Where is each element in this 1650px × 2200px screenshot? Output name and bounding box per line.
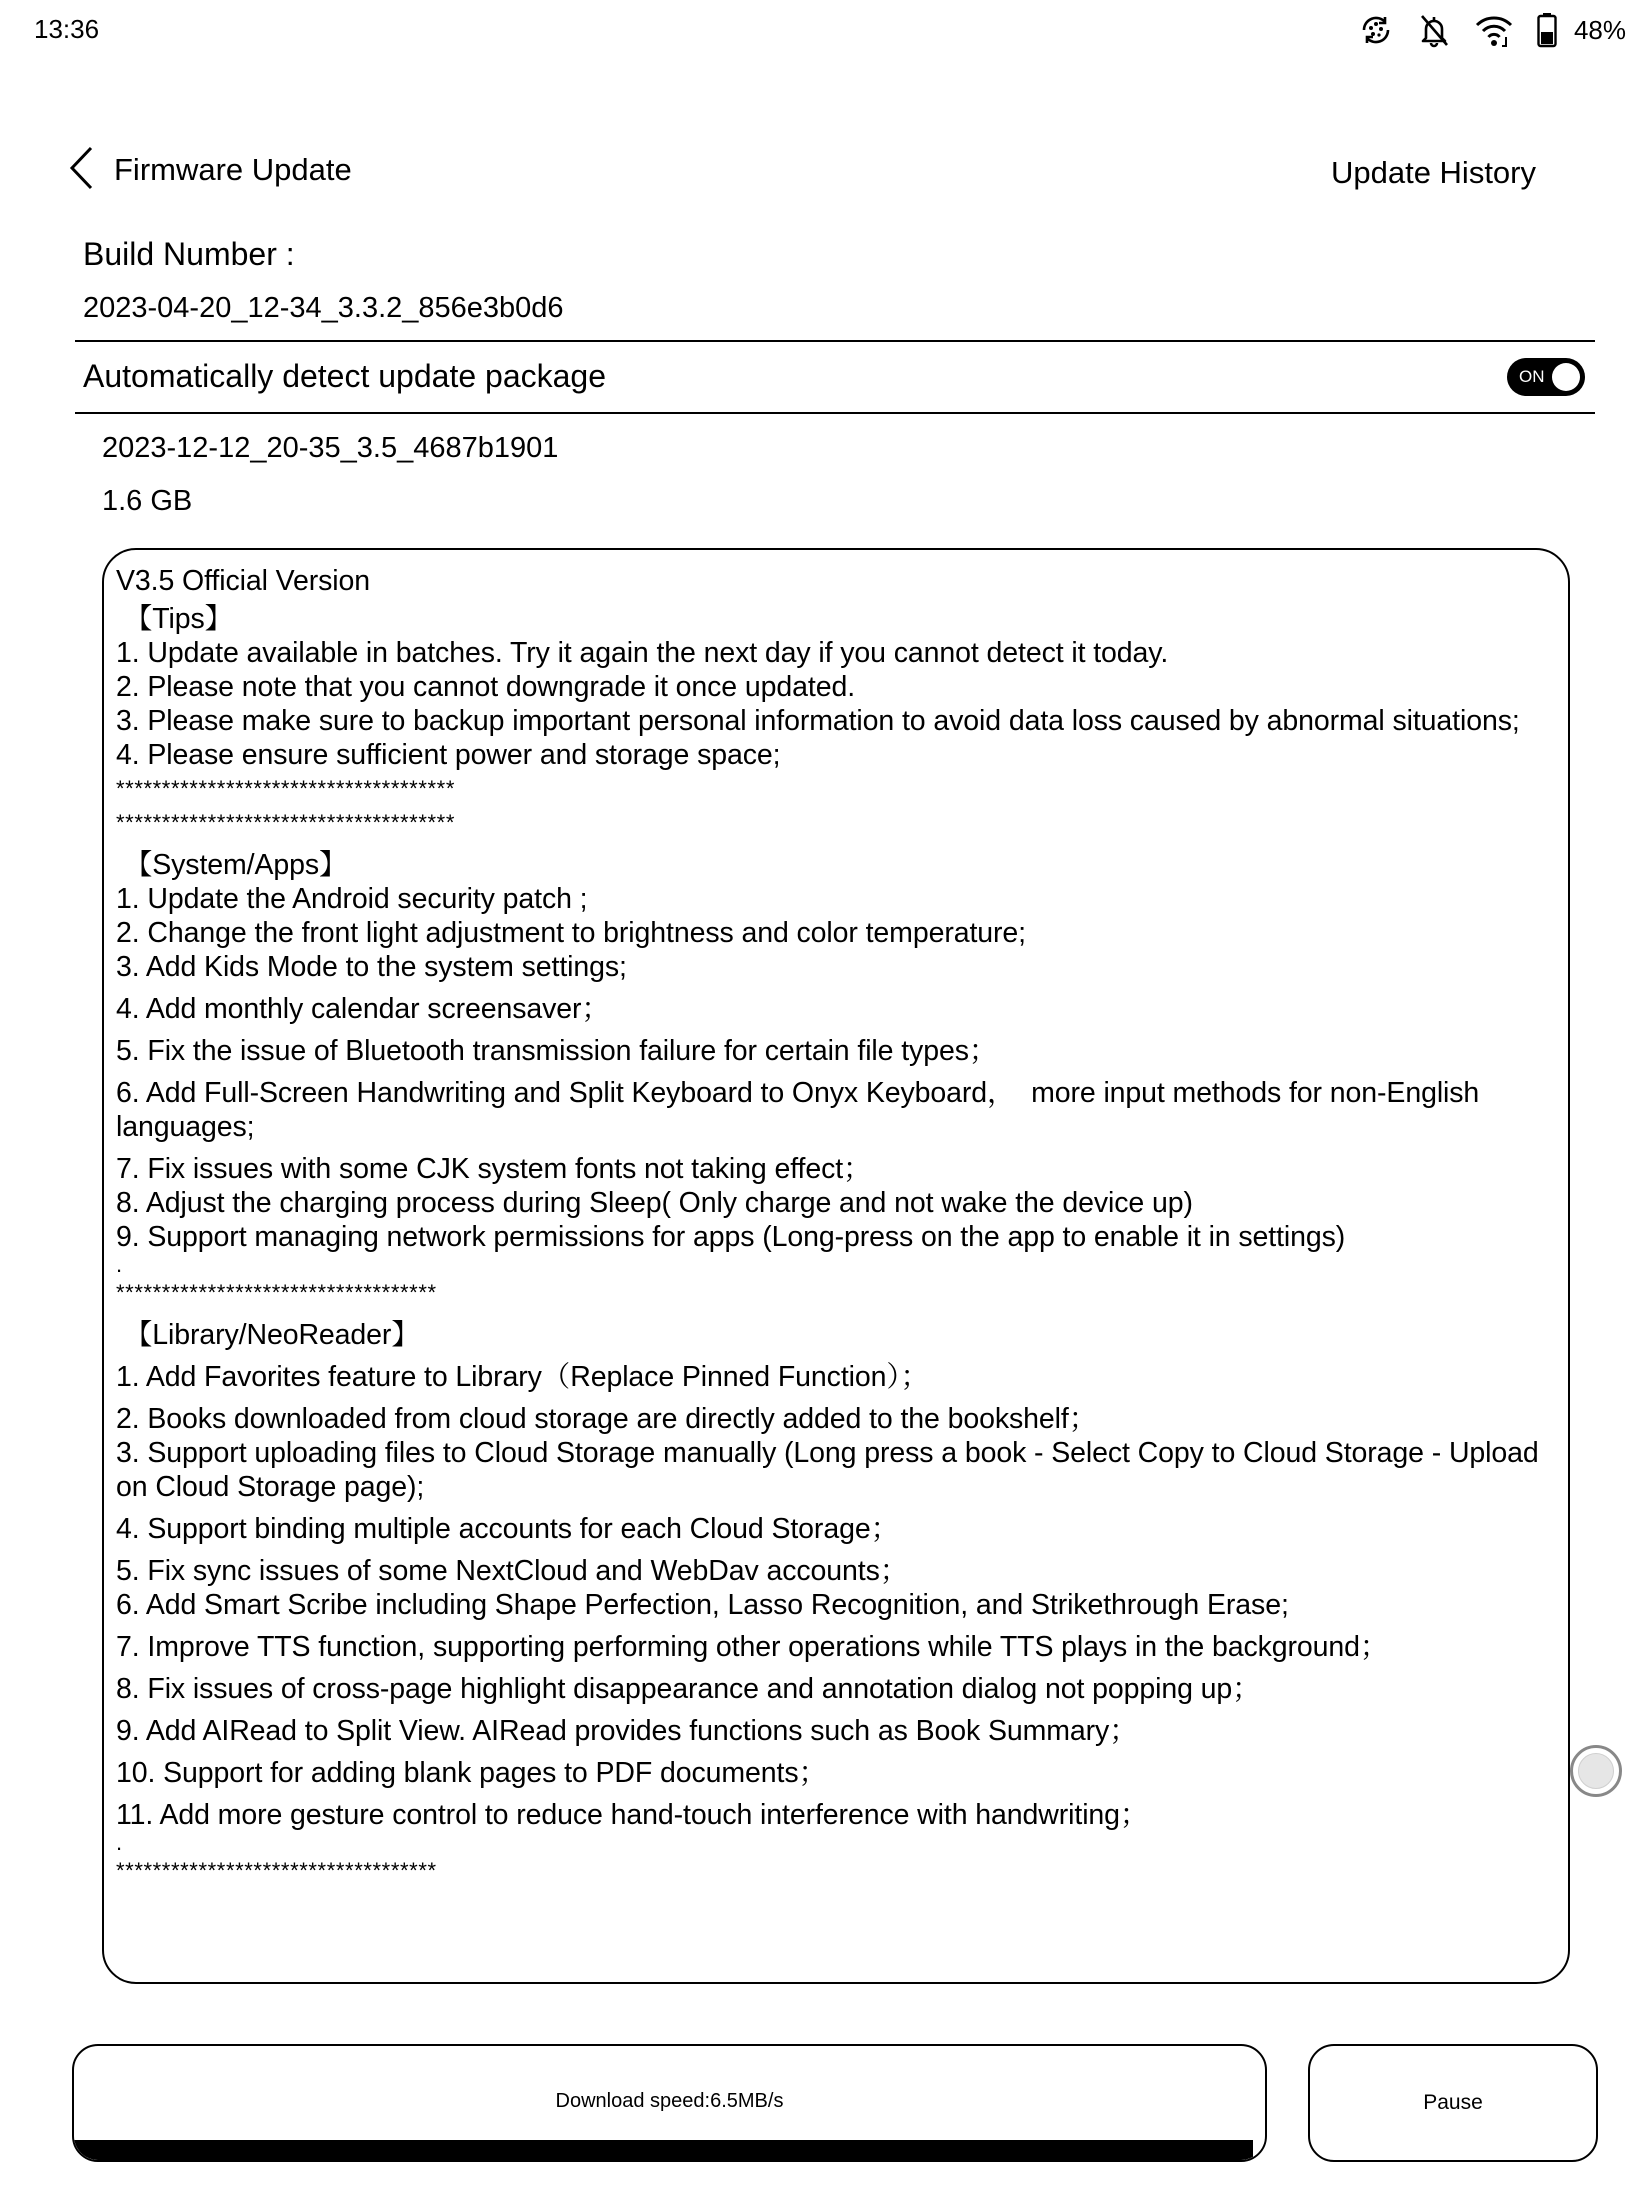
list-item: 6. Add Full-Screen Handwriting and Split Keyboard to Onyx Keyboard， more input methods for non-English languages; bbox=[116, 1077, 1488, 1143]
separator: ************************************* bbox=[116, 810, 455, 835]
build-number-label: Build Number : bbox=[83, 236, 295, 272]
update-history-link[interactable]: Update History bbox=[1330, 155, 1536, 190]
notifications-off-icon bbox=[1416, 12, 1452, 48]
battery-icon bbox=[1536, 12, 1558, 48]
list-item: 5. Fix sync issues of some NextCloud and WebDav accounts； bbox=[116, 1555, 909, 1587]
auto-detect-label: Automatically detect update package bbox=[83, 358, 606, 394]
list-item: 7. Fix issues with some CJK system fonts not taking effect； bbox=[116, 1153, 872, 1185]
list-item: 9. Support managing network permissions for apps (Long-press on the app to enable it in settings) bbox=[116, 1221, 1346, 1253]
section-heading-system: 【System/Apps】 bbox=[116, 849, 348, 881]
status-time: 13:36 bbox=[34, 14, 100, 44]
list-item: 1. Add Favorites feature to Library（Replace Pinned Function）； bbox=[116, 1361, 929, 1393]
release-notes-box[interactable] bbox=[102, 548, 1570, 1984]
list-item: 4. Support binding multiple accounts for each Cloud Storage； bbox=[116, 1513, 899, 1545]
list-item: 7. Improve TTS function, supporting performing other operations while TTS plays in the background； bbox=[116, 1631, 1389, 1663]
back-button[interactable] bbox=[62, 146, 102, 194]
separator: *********************************** bbox=[116, 1280, 437, 1305]
scroll-thumb[interactable] bbox=[1570, 1745, 1622, 1797]
list-item: 4. Please ensure sufficient power and storage space; bbox=[116, 739, 781, 771]
battery-percent: 48% bbox=[1573, 14, 1626, 45]
list-item: 1. Update available in batches. Try it again the next day if you cannot detect it today. bbox=[116, 637, 1169, 669]
toggle-state-label: ON bbox=[1519, 367, 1545, 386]
scroll-thumb-inner bbox=[1578, 1753, 1614, 1789]
list-item: 8. Fix issues of cross-page highlight disappearance and annotation dialog not popping up； bbox=[116, 1673, 1261, 1705]
list-item: 4. Add monthly calendar screensaver； bbox=[116, 993, 610, 1025]
wifi-icon bbox=[1474, 12, 1514, 48]
trailing-dot: . bbox=[116, 1830, 123, 1855]
toggle-knob bbox=[1552, 363, 1580, 391]
separator: ************************************* bbox=[116, 776, 455, 801]
auto-detect-row bbox=[0, 340, 1650, 412]
auto-detect-toggle[interactable] bbox=[1507, 358, 1585, 396]
list-item: 5. Fix the issue of Bluetooth transmission failure for certain file types； bbox=[116, 1035, 998, 1067]
list-item: 9. Add AIRead to Split View. AIRead provides functions such as Book Summary； bbox=[116, 1715, 1138, 1747]
pause-button[interactable]: Pause bbox=[1308, 2044, 1598, 2162]
list-item: 3. Please make sure to backup important personal information to avoid data loss caused by abnormal situations; bbox=[116, 705, 1520, 737]
app-header bbox=[0, 140, 1650, 200]
package-size: 1.6 GB bbox=[102, 485, 193, 517]
list-item: 2. Please note that you cannot downgrade it once updated. bbox=[116, 671, 856, 703]
progress-bar bbox=[74, 2140, 1265, 2160]
list-item: 8. Adjust the charging process during Sleep( Only charge and not wake the device up) bbox=[116, 1187, 1193, 1219]
page-title: Firmware Update bbox=[114, 152, 352, 187]
list-item: 2. Change the front light adjustment to brightness and color temperature; bbox=[116, 917, 1026, 949]
divider bbox=[75, 412, 1595, 414]
status-icons bbox=[1358, 10, 1626, 50]
list-item: 11. Add more gesture control to reduce hand-touch interference with handwriting； bbox=[116, 1799, 1149, 1831]
list-item: 1. Update the Android security patch ; bbox=[116, 883, 588, 915]
release-notes-title: V3.5 Official Version bbox=[116, 565, 371, 597]
list-item: 6. Add Smart Scribe including Shape Perfection, Lasso Recognition, and Strikethrough Erase; bbox=[116, 1589, 1289, 1621]
section-heading-tips: 【Tips】 bbox=[116, 603, 234, 635]
progress-fill bbox=[74, 2140, 1253, 2160]
list-item: 3. Support uploading files to Cloud Storage manually (Long press a book - Select Copy to Cloud Storage - Upload on Cloud Storage page); bbox=[116, 1437, 1547, 1503]
trailing-dot: . bbox=[116, 1252, 123, 1277]
status-bar bbox=[0, 0, 1650, 60]
list-item: 10. Support for adding blank pages to PDF documents； bbox=[116, 1757, 827, 1789]
package-name: 2023-12-12_20-35_3.5_4687b1901 bbox=[102, 432, 559, 464]
sync-icon bbox=[1358, 12, 1394, 48]
build-number-value: 2023-04-20_12-34_3.3.2_856e3b0d6 bbox=[83, 292, 564, 324]
list-item: 3. Add Kids Mode to the system settings; bbox=[116, 951, 627, 983]
download-speed-label: Download speed:6.5MB/s bbox=[555, 2090, 784, 2112]
chevron-left-icon bbox=[67, 145, 97, 196]
download-progress-button[interactable] bbox=[72, 2044, 1267, 2162]
section-heading-library: 【Library/NeoReader】 bbox=[116, 1319, 420, 1351]
list-item: 2. Books downloaded from cloud storage are directly added to the bookshelf； bbox=[116, 1403, 1098, 1435]
separator: *********************************** bbox=[116, 1858, 437, 1883]
